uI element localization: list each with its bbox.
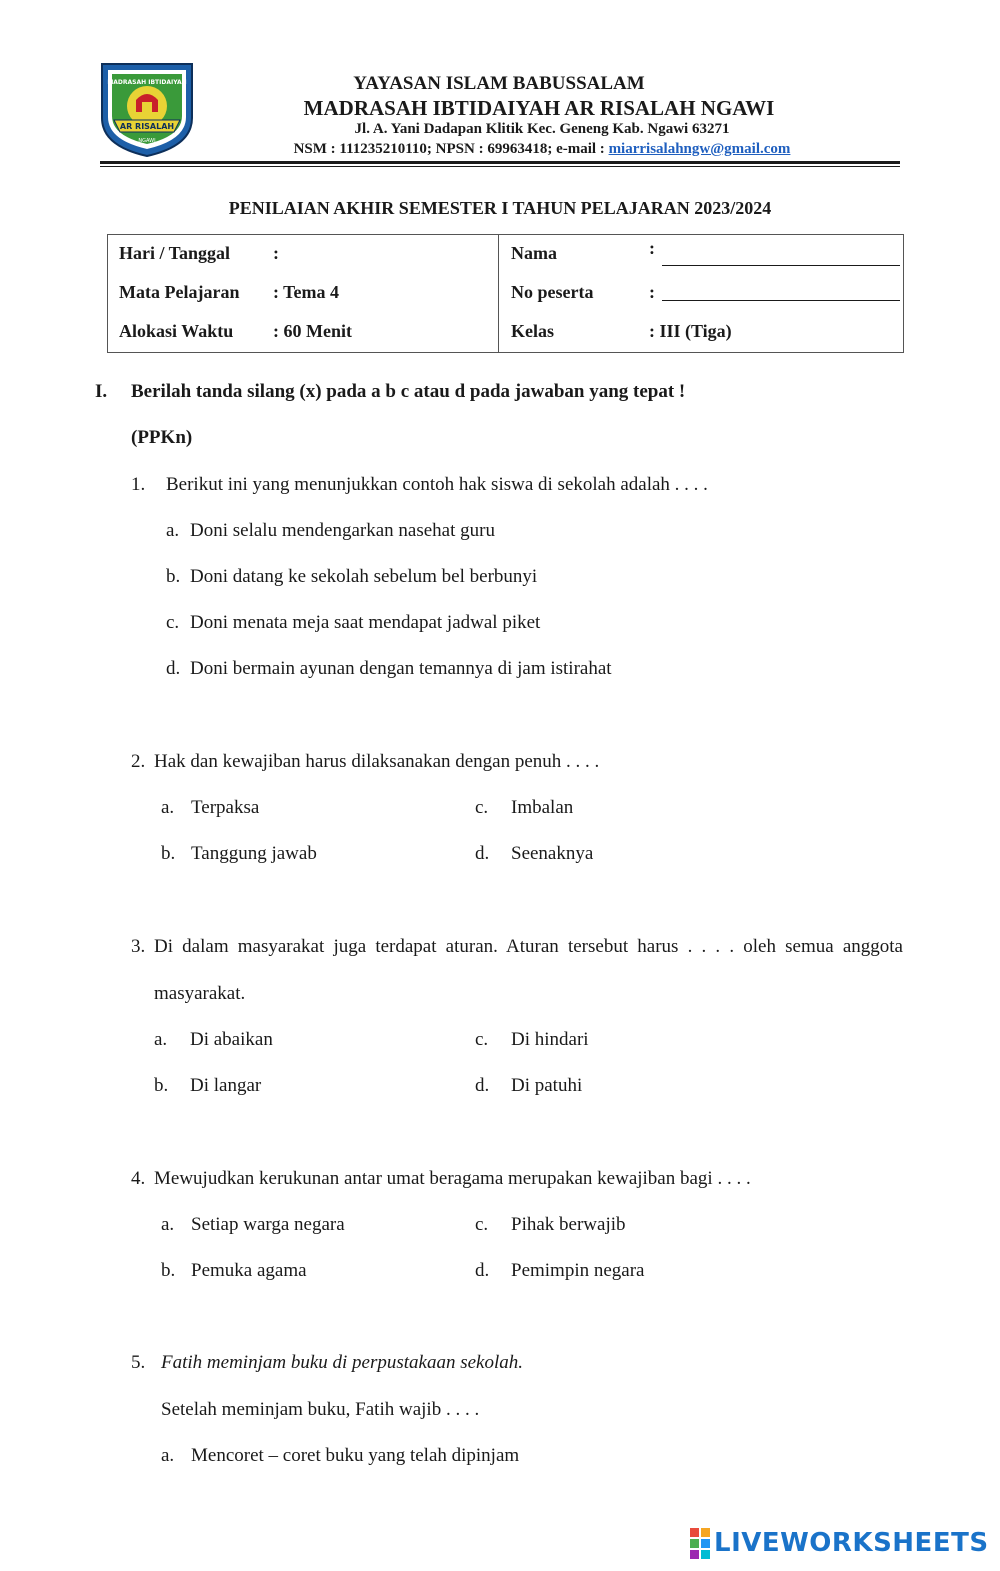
email-link[interactable]: miarrisalahngw@gmail.com: [608, 141, 791, 157]
question-4-number: 4.: [131, 1168, 146, 1189]
logo-block: [701, 1539, 710, 1548]
participant-no-blank-line[interactable]: [662, 300, 900, 301]
q3-option-b-letter[interactable]: b.: [154, 1075, 169, 1096]
q2-option-b-letter[interactable]: b.: [161, 843, 176, 864]
info-value-duration: : 60 Menit: [273, 321, 352, 341]
info-value-participant-no: :: [649, 282, 655, 302]
q3-option-c-text[interactable]: Di hindari: [511, 1029, 589, 1050]
school-identifiers: [243, 141, 841, 158]
q1-option-d-letter[interactable]: d.: [166, 658, 181, 679]
info-label-date: Hari / Tanggal: [119, 243, 231, 263]
subject-heading: (PPKn): [131, 427, 193, 448]
q1-option-a-letter[interactable]: a.: [166, 520, 180, 541]
info-value-date: :: [273, 243, 279, 263]
q5-option-a-text[interactable]: Mencoret – coret buku yang telah dipinjam: [191, 1445, 520, 1466]
info-label-name: Nama: [511, 243, 557, 263]
question-2-text: Hak dan kewajiban harus dilaksanakan dengan penuh . . . .: [154, 751, 600, 772]
q4-option-c-text[interactable]: Pihak berwajib: [511, 1214, 626, 1235]
q2-option-a-letter[interactable]: a.: [161, 797, 175, 818]
identifiers-text: NSM : 111235210110; NPSN : 69963418; e-mail :: [293, 141, 609, 157]
logo-block: [690, 1528, 699, 1537]
q3-option-d-letter[interactable]: d.: [475, 1075, 490, 1096]
q3-option-d-text[interactable]: Di patuhi: [511, 1075, 583, 1096]
logo-block: [690, 1539, 699, 1548]
info-label-subject: Mata Pelajaran: [119, 282, 240, 302]
q2-option-d-text[interactable]: Seenaknya: [511, 843, 594, 864]
info-value-name: :: [649, 238, 655, 258]
question-3-text-line2: masyarakat.: [154, 983, 246, 1004]
q1-option-c-text[interactable]: Doni menata meja saat mendapat jadwal piket: [190, 612, 541, 633]
section-number: I.: [95, 381, 108, 402]
question-5-number: 5.: [131, 1352, 146, 1373]
info-label-class: Kelas: [511, 321, 554, 341]
q1-option-b-letter[interactable]: b.: [166, 566, 181, 587]
name-blank-line[interactable]: [662, 265, 900, 266]
q2-option-c-text[interactable]: Imbalan: [511, 797, 574, 818]
school-address: Jl. A. Yani Dadapan Klitik Kec. Geneng Kab. Ngawi 63271: [354, 121, 730, 137]
info-label-participant-no: No peserta: [511, 282, 594, 302]
question-1-number: 1.: [131, 474, 146, 495]
question-2-number: 2.: [131, 751, 146, 772]
liveworksheets-watermark: [690, 1528, 989, 1558]
q4-option-b-letter[interactable]: b.: [161, 1260, 176, 1281]
watermark-text: LIVEWORKSHEETS: [714, 1528, 989, 1558]
school-name: MADRASAH IBTIDAIYAH AR RISALAH NGAWI: [303, 96, 775, 120]
q5-option-a-letter[interactable]: a.: [161, 1445, 175, 1466]
q4-option-a-text[interactable]: Setiap warga negara: [191, 1214, 345, 1235]
question-3-number: 3.: [131, 936, 146, 957]
q3-option-b-text[interactable]: Di langar: [190, 1075, 262, 1096]
svg-text:AR RISALAH: AR RISALAH: [119, 122, 175, 131]
q3-option-c-letter[interactable]: c.: [475, 1029, 489, 1050]
logo-block: [701, 1550, 710, 1559]
header-rule-thick: [100, 161, 900, 164]
info-label-duration: Alokasi Waktu: [119, 321, 234, 341]
logo-block: [690, 1550, 699, 1559]
q2-option-c-letter[interactable]: c.: [475, 797, 489, 818]
info-value-class: : III (Tiga): [649, 321, 732, 341]
school-logo: [98, 62, 196, 158]
q4-option-b-text[interactable]: Pemuka agama: [191, 1260, 307, 1281]
q1-option-d-text[interactable]: Doni bermain ayunan dengan temannya di jam istirahat: [190, 658, 612, 679]
q4-option-d-text[interactable]: Pemimpin negara: [511, 1260, 645, 1281]
svg-text:NGAWI: NGAWI: [138, 138, 156, 144]
q2-option-d-letter[interactable]: d.: [475, 843, 490, 864]
q4-option-d-letter[interactable]: d.: [475, 1260, 490, 1281]
q4-option-a-letter[interactable]: a.: [161, 1214, 175, 1235]
q1-option-b-text[interactable]: Doni datang ke sekolah sebelum bel berbunyi: [190, 566, 538, 587]
foundation-name: YAYASAN ISLAM BABUSSALAM: [353, 73, 645, 94]
q3-option-a-text[interactable]: Di abaikan: [190, 1029, 273, 1050]
q4-option-c-letter[interactable]: c.: [475, 1214, 489, 1235]
exam-title: PENILAIAN AKHIR SEMESTER I TAHUN PELAJARAN 2023/2024: [228, 198, 772, 218]
q3-option-a-letter[interactable]: a.: [154, 1029, 168, 1050]
question-5-context: Fatih meminjam buku di perpustakaan sekolah.: [161, 1352, 524, 1373]
liveworksheets-logo-icon: [690, 1528, 710, 1559]
question-4-text: Mewujudkan kerukunan antar umat beragama merupakan kewajiban bagi . . . .: [154, 1168, 751, 1189]
logo-block: [701, 1528, 710, 1537]
section-instruction: Berilah tanda silang (x) pada a b c atau d pada jawaban yang tepat !: [131, 381, 686, 402]
q1-option-c-letter[interactable]: c.: [166, 612, 180, 633]
info-value-subject: : Tema 4: [273, 282, 340, 302]
q2-option-a-text[interactable]: Terpaksa: [191, 797, 260, 818]
question-3-text-line1: Di dalam masyarakat juga terdapat aturan. Aturan tersebut harus . . . . oleh semua anggota: [154, 936, 903, 957]
question-5-text: Setelah meminjam buku, Fatih wajib . . . .: [161, 1399, 480, 1420]
q2-option-b-text[interactable]: Tanggung jawab: [191, 843, 317, 864]
svg-text:MADRASAH IBTIDAIYAH: MADRASAH IBTIDAIYAH: [107, 79, 187, 86]
header-rule-thin: [100, 166, 900, 167]
q1-option-a-text[interactable]: Doni selalu mendengarkan nasehat guru: [190, 520, 495, 541]
question-1-text: Berikut ini yang menunjukkan contoh hak siswa di sekolah adalah . . . .: [166, 474, 708, 495]
info-box-divider: [498, 234, 499, 353]
